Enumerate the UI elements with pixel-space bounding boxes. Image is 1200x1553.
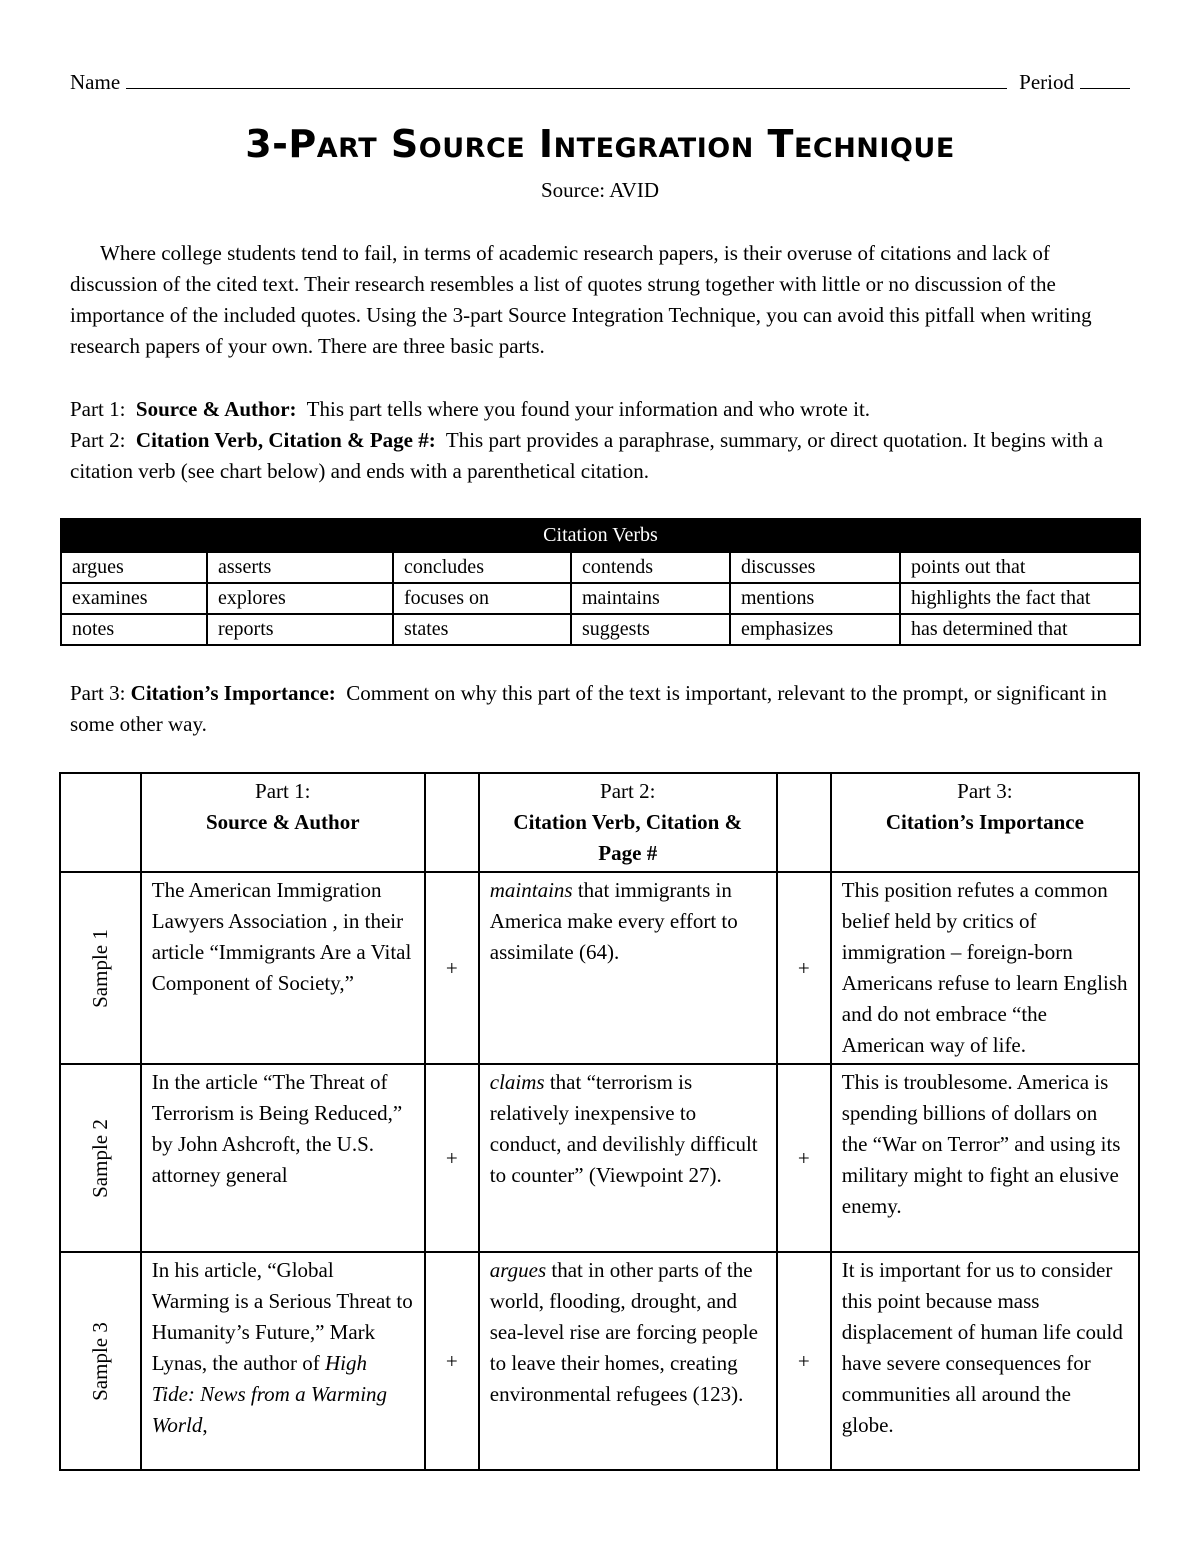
col2-header-top: Part 2: [600, 779, 656, 803]
plus-header-cell [777, 773, 831, 872]
verb-cell: asserts [207, 552, 393, 583]
plus-sign: + [425, 1064, 479, 1252]
verb-cell: emphasizes [730, 614, 900, 645]
verb-cell: concludes [393, 552, 571, 583]
verb-cell: focuses on [393, 583, 571, 614]
col3-header-bold: Citation’s Importance [885, 810, 1084, 834]
part3-text: Comment on why this part of the text is important, relevant to the prompt, or significant in some other way. [70, 681, 1107, 736]
sample2-part3: This is troublesome. America is spending billions of dollars on the “War on Terror” and using its military might to fight an elusive enemy. [831, 1064, 1139, 1252]
sample-label-cell [60, 1252, 141, 1470]
verb-cell: notes [61, 614, 207, 645]
sample-label: Sample 3 [87, 1321, 112, 1401]
part3-prefix: Part 3: [70, 681, 126, 705]
book-title: High Tide: News from a Warming World [151, 1351, 388, 1437]
period-label: Period [1019, 70, 1074, 94]
citation-verb: argues [489, 1258, 547, 1282]
table-row [61, 552, 1140, 583]
sample-label-cell [60, 872, 141, 1064]
col3-header [831, 773, 1139, 872]
col1-header [141, 773, 425, 872]
plus-header-cell [425, 773, 479, 872]
samples-table [59, 772, 1140, 1471]
verb-cell: discusses [730, 552, 900, 583]
table-row [61, 583, 1140, 614]
period-blank[interactable] [1080, 70, 1130, 89]
source-text: In his article, “Global Warming is a Serious Threat to Humanity’s Future,” Mark Lynas, the author of [151, 1258, 413, 1375]
citation-verb: claims [489, 1070, 545, 1094]
source-text-end: , [202, 1413, 208, 1437]
table-row [60, 1064, 1139, 1252]
empty-header-cell [60, 773, 141, 872]
sample3-part2 [479, 1252, 777, 1470]
verb-cell: states [393, 614, 571, 645]
citation-verbs-table [60, 518, 1141, 646]
plus-sign: + [777, 1064, 831, 1252]
source-line: Source: AVID [540, 178, 660, 202]
citation-verbs-header: Citation Verbs [61, 519, 1140, 552]
verb-cell: contends [571, 552, 730, 583]
intro-paragraph: Where college students tend to fail, in terms of academic research papers, is their overuse of citations and lack of discussion of the cited text. Their research resembles a list of quotes strung together with little or no discussion of the importance of the included quotes. Using the 3-part Source Integration Technique, you can avoid this pitfall when writing research papers of your own. There are three basic parts. [70, 241, 1092, 358]
verb-cell: explores [207, 583, 393, 614]
page-title: 3-Part Source Integration Technique [245, 122, 955, 166]
samples-header-row [60, 773, 1139, 872]
name-blank[interactable] [126, 70, 1007, 89]
col2-header-bold: Citation Verb, Citation & Page # [513, 810, 743, 865]
parts-description [70, 394, 1130, 487]
verb-cell: reports [207, 614, 393, 645]
sample3-part3: It is important for us to consider this point because mass displacement of human life could have severe consequences for communities all around the globe. [831, 1252, 1139, 1470]
verb-cell: suggests [571, 614, 730, 645]
part1-text: This part tells where you found your information and who wrote it. [306, 397, 871, 421]
table-row [60, 1252, 1139, 1470]
sample1-part1: The American Immigration Lawyers Association , in their article “Immigrants Are a Vital Component of Society,” [141, 872, 425, 1064]
sample-label: Sample 1 [87, 928, 112, 1008]
table-row [61, 614, 1140, 645]
citation-text: that “terrorism is relatively inexpensive to conduct, and devilishly difficult to counter” (Viewpoint 27). [489, 1070, 758, 1187]
name-period-line [70, 70, 1130, 100]
plus-sign: + [425, 872, 479, 1064]
sample2-part1: In the article “The Threat of Terrorism is Being Reduced,” by John Ashcroft, the U.S. attorney general [141, 1064, 425, 1252]
part2-label: Citation Verb, Citation & Page #: [135, 428, 436, 452]
verb-cell: examines [61, 583, 207, 614]
citation-verb: maintains [489, 878, 573, 902]
part2-text: This part provides a paraphrase, summary, or direct quotation. It begins with a citation verb (see chart below) and ends with a parenthetical citation. [70, 428, 1103, 483]
citation-text: that immigrants in America make every effort to assimilate (64). [489, 878, 738, 964]
col1-header-top: Part 1: [255, 779, 311, 803]
plus-sign: + [777, 1252, 831, 1470]
sample2-part2 [479, 1064, 777, 1252]
sample1-part2 [479, 872, 777, 1064]
part1-line [70, 394, 1130, 425]
col2-header [479, 773, 777, 872]
verb-cell: mentions [730, 583, 900, 614]
name-label: Name [70, 70, 121, 94]
sample1-part3: This position refutes a common belief held by critics of immigration – foreign-born Americans refuse to learn English and do not embrace “the American way of life. [831, 872, 1139, 1064]
table-row [60, 872, 1139, 1064]
part2-line [70, 425, 1130, 487]
sample-label: Sample 2 [87, 1118, 112, 1198]
verb-cell: argues [61, 552, 207, 583]
col1-header-bold: Source & Author [205, 810, 360, 834]
plus-sign: + [777, 872, 831, 1064]
part1-label: Source & Author: [135, 397, 297, 421]
part3-line [70, 678, 1130, 740]
sample-label-cell [60, 1064, 141, 1252]
col3-header-top: Part 3: [957, 779, 1013, 803]
verb-cell: highlights the fact that [900, 583, 1140, 614]
verb-cell: maintains [571, 583, 730, 614]
sample3-part1 [141, 1252, 425, 1470]
verb-cell: has determined that [900, 614, 1140, 645]
plus-sign: + [425, 1252, 479, 1470]
part3-label: Citation’s Importance: [130, 681, 336, 705]
part1-prefix: Part 1: [70, 397, 126, 421]
part2-prefix: Part 2: [70, 428, 126, 452]
citation-text: that in other parts of the world, flooding, drought, and sea-level rise are forcing people to leave their homes, creating environmental refugees (123). [489, 1258, 758, 1406]
verb-cell: points out that [900, 552, 1140, 583]
